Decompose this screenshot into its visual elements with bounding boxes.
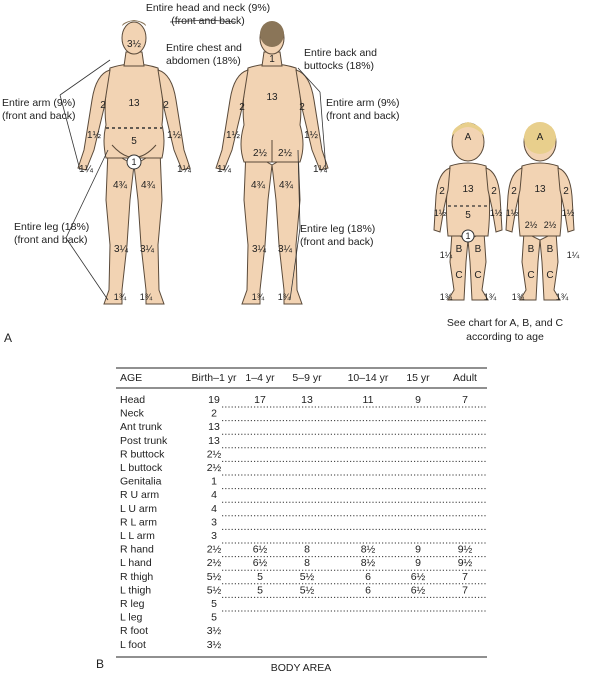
af-arm-l: 2	[163, 100, 169, 111]
ab-buttock-l: 2½	[278, 148, 292, 159]
table-row-area: Ant trunk	[120, 421, 163, 434]
cf-head: A	[464, 132, 472, 143]
adult-back-hair	[260, 21, 284, 47]
label-arm-left-1: Entire arm (9%)	[2, 97, 76, 109]
label-arm-right-2: (front and back)	[326, 110, 400, 122]
table-cell-value: 5½	[206, 570, 222, 583]
ab-thigh-r: 4¾	[251, 180, 265, 191]
table-row-area: L U arm	[120, 502, 157, 515]
cb-buttock-l: 2½	[543, 220, 557, 230]
table-cell-value: 9	[415, 543, 421, 556]
table-cell-value: 5½	[299, 584, 315, 597]
table-row-area: R U arm	[120, 489, 160, 502]
table-cell-value: 19	[208, 394, 220, 406]
table-cell-value: 6½	[252, 543, 268, 556]
ab-forearm-r: 1½	[226, 130, 240, 141]
table-cell-value: 3½	[206, 638, 222, 651]
table-row-area: Neck	[120, 407, 144, 420]
af-foot-r: 1¾	[113, 292, 127, 302]
table-row-area: R foot	[120, 625, 149, 638]
ab-back: 13	[266, 92, 278, 103]
table-header-cell: Adult	[453, 372, 477, 384]
table-row-area: R thigh	[120, 570, 154, 583]
region-labels	[2, 2, 400, 248]
table-cell-value: 5½	[299, 570, 315, 583]
cf-arm-l: 2	[491, 186, 497, 197]
table-row-area: L buttock	[120, 462, 163, 474]
ab-buttock-r: 2½	[253, 148, 267, 159]
cb-forearm-l: 1½	[561, 208, 575, 218]
table-row-area: R hand	[120, 543, 154, 556]
cb-arm-l: 2	[563, 186, 569, 197]
cb-hand-l: 1¼	[566, 250, 580, 260]
table-row	[120, 598, 217, 610]
cb-thigh-r: B	[527, 244, 535, 255]
table-row	[120, 503, 217, 515]
cf-forearm-r: 1½	[433, 208, 447, 218]
cf-genital: 1	[465, 231, 471, 241]
table-cell-value: 6½	[410, 570, 426, 583]
table-cell-value: 13	[208, 421, 220, 434]
ab-arm-l: 2	[299, 102, 305, 113]
ab-neck: 1	[269, 54, 275, 65]
table-row	[120, 584, 468, 596]
label-head-neck-2: (front and back)	[171, 15, 245, 27]
af-abdomen: 5	[131, 136, 137, 147]
panel-a-letter: A	[4, 331, 13, 345]
label-back-2: buttocks (18%)	[304, 60, 375, 72]
table-header-cell: 10–14 yr	[347, 372, 389, 384]
ab-forearm-l: 1½	[304, 130, 318, 141]
ab-hand-r: 1¼	[217, 164, 231, 175]
ab-foot-r: 1¾	[251, 292, 265, 302]
table-cell-value: 5½	[206, 584, 222, 597]
cb-foot-l: 1¾	[555, 292, 569, 302]
cb-head: A	[536, 132, 544, 143]
label-chest-1: Entire chest and	[166, 42, 242, 54]
table-cell-value: 2½	[206, 462, 222, 474]
ab-thigh-l: 4¾	[279, 180, 293, 191]
table-cell-value: 13	[208, 434, 220, 447]
cb-forearm-r: 1½	[505, 208, 519, 218]
cb-back: 13	[534, 184, 546, 195]
table-row	[120, 571, 468, 583]
table-header-cell: Birth–1 yr	[191, 372, 237, 384]
label-arm-right-1: Entire arm (9%)	[326, 97, 400, 109]
cf-leg-r: C	[455, 270, 463, 281]
cb-arm-r: 2	[511, 186, 517, 197]
af-thigh-r: 4¾	[113, 180, 127, 191]
af-thigh-l: 4¾	[141, 180, 155, 191]
table-row	[120, 544, 473, 556]
table-cell-value: 1	[211, 475, 217, 488]
table-row-area: R L arm	[120, 516, 157, 529]
table-cell-value: 6½	[410, 584, 426, 597]
table-row-area: L leg	[120, 611, 143, 624]
table-row	[120, 448, 222, 460]
ab-leg-l: 3¼	[278, 244, 292, 255]
table-row-area: Post trunk	[120, 434, 168, 447]
label-head-neck-1: Entire head and neck (9%)	[145, 2, 271, 14]
table-header-cell: 1–4 yr	[245, 372, 275, 384]
af-hand-r: 1¼	[79, 164, 93, 175]
table-cell-value: 3	[211, 530, 217, 542]
table-cell-value: 5	[211, 598, 217, 610]
table-cell-value: 3½	[206, 625, 222, 638]
table-row-area: L foot	[120, 638, 146, 651]
table-header-cell: 15 yr	[406, 372, 430, 384]
table-cell-value: 6	[365, 570, 371, 583]
af-head: 3½	[127, 39, 141, 50]
af-arm-r: 2	[100, 100, 106, 111]
cb-leg-r: C	[527, 270, 535, 281]
table-cell-value: 2½	[206, 557, 222, 570]
cf-forearm-l: 1½	[489, 208, 503, 218]
cf-chest: 13	[462, 184, 474, 195]
cf-hand-r: 1¼	[439, 250, 453, 260]
age-table	[116, 368, 487, 674]
table-cell-value: 7	[462, 394, 468, 406]
cf-abdomen: 5	[465, 210, 471, 221]
table-row-area: L thigh	[120, 584, 152, 597]
label-leg-right-2: (front and back)	[300, 236, 374, 248]
table-row	[120, 625, 222, 637]
table-body	[120, 394, 473, 651]
table-row	[120, 530, 217, 542]
cf-thigh-r: B	[455, 244, 463, 255]
table-cell-value: 8½	[360, 557, 376, 570]
table-cell-value: 13	[301, 394, 313, 406]
table-cell-value: 4	[211, 489, 217, 502]
table-header-cell: AGE	[120, 372, 143, 384]
table-cell-value: 3	[211, 516, 217, 529]
table-row	[120, 516, 217, 528]
child-caption	[447, 317, 564, 343]
table-row	[120, 462, 222, 474]
table-row-area: L hand	[120, 557, 152, 570]
cb-leg-l: C	[546, 270, 554, 281]
table-cell-value: 7	[462, 584, 468, 597]
cb-buttock-r: 2½	[524, 220, 538, 230]
table-cell-value: 9½	[457, 557, 473, 570]
table-cell-value: 8	[304, 543, 310, 556]
table-cell-value: 5	[257, 584, 263, 597]
cf-leg-l: C	[474, 270, 482, 281]
table-row	[120, 435, 220, 447]
table-cell-value: 2½	[206, 448, 222, 461]
table-cell-value: 8½	[360, 543, 376, 556]
ab-arm-r: 2	[239, 102, 245, 113]
cb-thigh-l: B	[546, 244, 554, 255]
table-row-area: R buttock	[120, 448, 165, 461]
af-forearm-r: 1½	[87, 130, 101, 141]
table-row	[120, 612, 217, 624]
af-leg-r: 3¼	[114, 244, 128, 255]
table-cell-value: 7	[462, 570, 468, 583]
panel-b-letter: B	[96, 657, 105, 671]
ab-foot-l: 1¾	[277, 292, 291, 302]
af-genital: 1	[131, 157, 137, 167]
table-row-area: R leg	[120, 598, 145, 610]
table-cell-value: 11	[362, 394, 374, 406]
table-cell-value: 6½	[252, 557, 268, 570]
table-row	[120, 489, 217, 501]
label-back-1: Entire back and	[304, 47, 377, 59]
table-cell-value: 6	[365, 584, 371, 597]
table-cell-value: 2½	[206, 543, 222, 556]
table-cell-value: 9	[415, 394, 421, 406]
af-forearm-l: 1½	[167, 130, 181, 141]
child-caption-1: See chart for A, B, and C	[446, 317, 564, 329]
label-leg-left-1: Entire leg (18%)	[14, 221, 90, 233]
table-cell-value: 5	[211, 611, 217, 624]
table-header-cell: 5–9 yr	[292, 372, 322, 384]
cf-thigh-l: B	[474, 244, 482, 255]
table-cell-value: 5	[257, 570, 263, 583]
table-header-row	[120, 372, 477, 384]
table-row	[120, 557, 473, 569]
label-chest-2: abdomen (18%)	[166, 55, 241, 67]
table-footer: BODY AREA	[270, 662, 332, 674]
table-cell-value: 4	[211, 502, 217, 515]
cf-arm-r: 2	[439, 186, 445, 197]
table-row-area: Head	[120, 394, 146, 406]
label-arm-left-2: (front and back)	[2, 110, 76, 122]
af-chest: 13	[128, 98, 140, 109]
table-row	[120, 476, 217, 488]
label-leg-right-1: Entire leg (18%)	[300, 223, 376, 235]
table-cell-value: 9	[415, 557, 421, 570]
table-cell-value: 17	[254, 394, 266, 406]
table-row	[120, 639, 222, 651]
ab-leg-r: 3¼	[252, 244, 266, 255]
af-foot-l: 1¾	[139, 292, 153, 302]
table-row	[120, 408, 217, 420]
cb-foot-r: 1¾	[511, 292, 525, 302]
cf-foot-r: 1¾	[439, 292, 453, 302]
table-row	[120, 394, 468, 406]
table-cell-value: 2	[211, 407, 217, 420]
table-cell-value: 8	[304, 557, 310, 570]
ab-hand-l: 1¼	[313, 164, 327, 175]
cf-foot-l: 1¾	[483, 292, 497, 302]
table-cell-value: 9½	[457, 543, 473, 556]
label-leg-left-2: (front and back)	[14, 234, 88, 246]
table-row-area: Genitalia	[120, 475, 162, 488]
table-row	[120, 421, 220, 433]
af-leg-l: 3¼	[140, 244, 154, 255]
child-caption-2: according to age	[466, 331, 544, 343]
af-hand-l: 1¼	[177, 164, 191, 175]
table-row-area: L L arm	[120, 530, 155, 542]
